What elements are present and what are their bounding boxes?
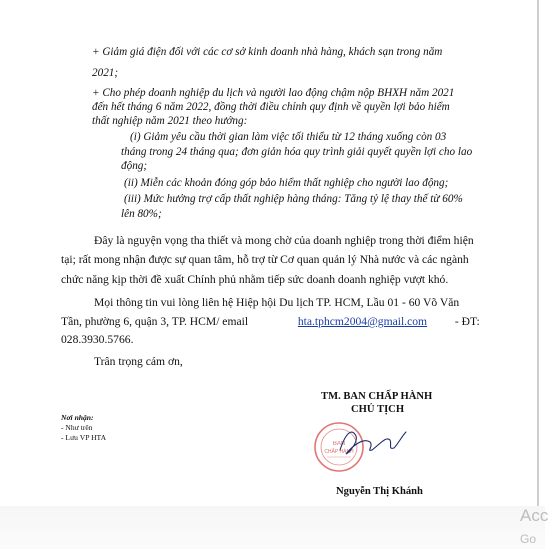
activate-watermark-line-1: Acc xyxy=(520,506,548,525)
email-link[interactable]: hta.tphcm2004@gmail.com xyxy=(297,315,428,328)
para-1-line-1: Đây là nguyện vọng tha thiết và mong chờ của doanh nghiệp trong thời điểm hiện xyxy=(94,234,474,247)
signature-title-1: TM. BAN CHẤP HÀNH xyxy=(321,391,433,402)
svg-text:BAN: BAN xyxy=(332,441,346,447)
item-2-line-3: thất nghiệp năm 2021 theo hướng: xyxy=(92,115,248,127)
activate-watermark-line-2: Go xyxy=(520,532,537,546)
bottom-strip xyxy=(0,506,545,549)
recipients-label: Nơi nhận: xyxy=(61,413,94,422)
signature-title-2: CHỦ TỊCH xyxy=(351,404,405,415)
recipient-2: - Lưu VP HTA xyxy=(61,433,107,442)
sub-3-line-1: (iii) Mức hưởng trợ cấp thất nghiệp hàng tháng: Tăng tỷ lệ thay thế từ 60% xyxy=(124,193,463,205)
page-edge xyxy=(537,0,539,506)
sub-1-line-3: động; xyxy=(121,160,148,172)
para-2-address: Tần, phường 6, quận 3, TP. HCM/ email xyxy=(61,315,249,328)
sub-3-line-2: lên 80%; xyxy=(121,208,162,220)
signer-name: Nguyễn Thị Khánh xyxy=(336,486,423,497)
sub-1-line-2: tháng trong 24 tháng qua; đơn giản hóa quy trình giải quyết quyền lợi cho lao xyxy=(121,146,473,158)
sub-1-line-1: (i) Giảm yêu cầu thời gian làm việc tối thiểu từ 12 tháng xuống còn 03 xyxy=(130,131,447,143)
item-2-line-2: đến hết tháng 6 năm 2022, đồng thời điều chỉnh quy định về quyền lợi bảo hiểm xyxy=(92,101,450,113)
sub-2: (ii) Miễn các khoản đóng góp bảo hiểm thất nghiệp cho người lao động; xyxy=(124,177,449,189)
handwritten-signature xyxy=(336,422,408,462)
recipient-1: - Như trên xyxy=(61,423,93,432)
para-1-line-3: chức năng kịp thời đề xuất Chính phủ nhằm tiếp sức doanh doanh nghiệp vượt khó. xyxy=(61,273,449,286)
phone-label: - ĐT: xyxy=(454,315,480,328)
item-1-line-1: + Giảm giá điện đối với các cơ sở kinh doanh nhà hàng, khách sạn trong năm xyxy=(92,46,443,58)
para-2-line-3: 028.3930.5766. xyxy=(61,333,134,346)
para-2-line-2 xyxy=(61,312,481,332)
para-1-line-2: tại; rất mong nhận được sự quan tâm, hỗ trợ từ Cơ quan quản lý Nhà nước và các ngành xyxy=(61,253,469,266)
svg-text:CHẤP HÀNH: CHẤP HÀNH xyxy=(324,449,354,455)
closing: Trân trọng cám ơn, xyxy=(94,355,183,368)
para-2-line-1: Mọi thông tin vui lòng liên hệ Hiệp hội Du lịch TP. HCM, Lầu 01 - 60 Võ Văn xyxy=(94,296,460,309)
item-1-line-2: 2021; xyxy=(92,67,119,79)
item-2-line-1: + Cho phép doanh nghiệp du lịch và người lao động chậm nộp BHXH năm 2021 xyxy=(92,87,455,99)
